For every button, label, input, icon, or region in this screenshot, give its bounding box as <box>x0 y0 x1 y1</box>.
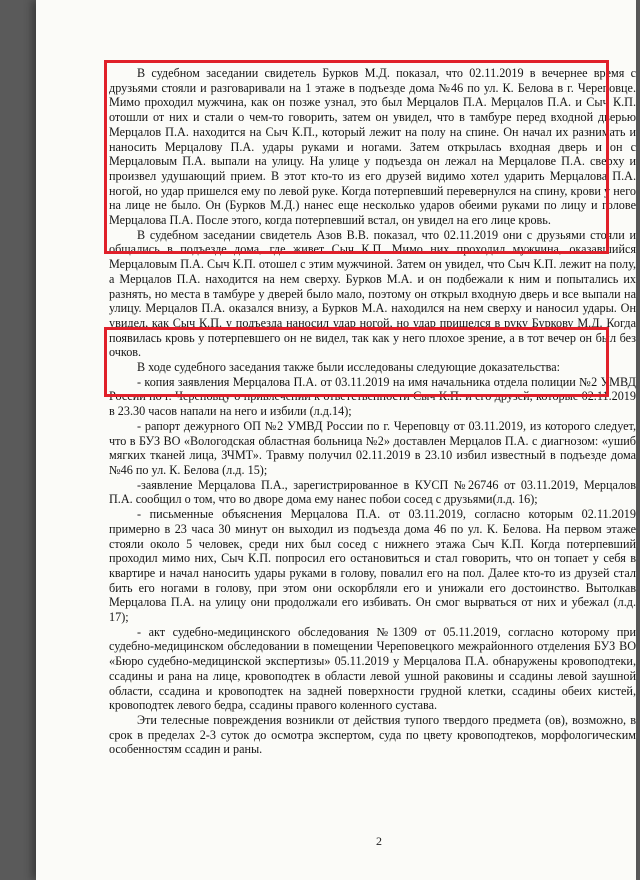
paragraph-burkov-testimony: В судебном заседании свидетель Бурков М.Д. показал, что 02.11.2019 в вечернее время с друзьями стояли и разговаривали на 1 этаже в подъезде дома №46 по ул. К. Белова в г. Череповце. Мимо проходил мужчина, как он позже узнал, это был Мерцалов П.А. Мерцалов П.А. и Сыч К.П. отошли от них и стали о чем-то говорить, затем он увидел, что в тамбуре перед входной дверью Мерцалов П.А. находится на Сыч К.П., который лежит на полу на спине. Он начал их разнимать и наносить Мерцалову П.А. удары руками и ногами. Затем открылась входная дверь и он с Мерцаловым П.А. выпали на улицу. На улице у подъезда он лежал на Мерцалове П.А. сверху и произвел удушающий прием. В этот кто-то из его друзей видимо хотел ударить Мерцалова П.А. ногой, но удар пришелся ему по левой руке. Когда потерпевший перевернулся на спину, крови у него на лице не было. Он (Бурков М.Д.) нанес еще несколько ударов обеими руками по лицу и голове Мерцалова П.А. После этого, когда потерпевший встал, он увидел на его лице кровь. <box>109 66 636 228</box>
document-body <box>109 66 636 757</box>
paragraph-medical-act: - акт судебно-медицинского обследования №1309 от 05.11.2019, согласно которому при судебно-медицинском обследовании в помещении Череповецкого межрайонного отделения БУЗ ВО «Бюро судебно-медицинской экспертизы» 05.11.2019 у Мерцалова П.А. обнаружены кровоподтеки, ссадины и рана на лице, кровоподтек в области левой ушной раковины и ссадины левой заушной области, ссадина и кровоподтек на задней поверхности грудной клетки, ссадины обеих кистей, кровоподтек левого бедра, ссадины правого коленного сустава. <box>109 624 636 713</box>
paragraph-kusp-statement: -заявление Мерцалова П.А., зарегистрированное в КУСП №26746 от 03.11.2019, Мерцалов П.А. сообщил о том, что во дворе дома ему нанес побои сосед с друзьями(л.д. 16); <box>109 477 636 507</box>
paragraph-duty-report: - рапорт дежурного ОП №2 УМВД России по г. Череповцу от 03.11.2019, из которого следует, что в БУЗ ВО «Вологодская областная больница №2» доставлен Мерцалов П.А. с диагнозом: «ушиб мягких тканей лица, ЗЧМТ». Травму получил 02.11.2019 в 23.10 избил известный в подъезде дома №46 по ул. К. Белова (л.д. 15); <box>109 418 636 477</box>
paragraph-injury-conclusion: Эти телесные повреждения возникли от действия тупого твердого предмета (ов), возможно, в срок в пределах 2-3 суток до осмотра экспертом, суда по цвету кровоподтеков, морфологическим особенностям ссадин и раны. <box>109 712 636 757</box>
paragraph-statement-copy: - копия заявления Мерцалова П.А. от 03.11.2019 на имя начальника отдела полиции №2 УМВД России по г. Череповцу о привлечении к ответственности Сыч К.П. и его друзей, которые 02.11.2019 в 23.30 часов напали на него и избили (л.д.14); <box>109 374 636 419</box>
paragraph-written-explanations: - письменные объяснения Мерцалова П.А. от 03.11.2019, согласно которым 02.11.2019 примерно в 23 часа 30 минут он выходил из подъезда дома 46 по ул. К. Белова. На первом этаже стояли около 5 человек, среди них был сосед с нижнего этажа Сыч К.П. Когда потерпевший проходил мимо них, Сыч К.П. попросил его остановиться и стал говорить, что он топает у себя в квартире и начал наносить удары руками в голову, повалил его на пол. Далее кто-то из друзей стал бить его ногами в голову, при этом они оскорбляли его и унижали его достоинство. Вытолкав Мерцалова П.А. на улицу они продолжали его избивать. Он смог вырваться от них и убежал (л.д. 17); <box>109 507 636 625</box>
paragraph-evidence-intro: В ходе судебного заседания также были исследованы следующие доказательства: <box>137 360 561 375</box>
document-page <box>36 0 636 880</box>
paragraph-azov-testimony: В судебном заседании свидетель Азов В.В. показал, что 02.11.2019 они с друзьями стояли и общались в подъезде дома, где живет Сыч К.П. Мимо них проходил мужчина, оказавшийся Мерцаловым П.А. Сыч К.П. отошел с этим мужчиной. Затем он увидел, что Сыч К.П. лежит на полу, а Мерцалов П.А. находится на нем сверху. Бурков М.А. и он подбежали к ним и попытались их разнять, но места в тамбуре у дверей было мало, поэтому он открыл входную дверь и все выпали на улицу. Мерцалов П.А. оказался внизу, а Бурков М.А. находился на нем сверху и наносил удары. Он увидел, как Сыч К.П. у подъезда наносил удар ногой, но удар пришелся в руку Буркову М.Д. Когда появилась кровь у потерпевшего он не видел, так как у него плохое зрение, а в тот вечер он был без очков. <box>109 227 636 360</box>
page-number: 2 <box>376 834 382 848</box>
